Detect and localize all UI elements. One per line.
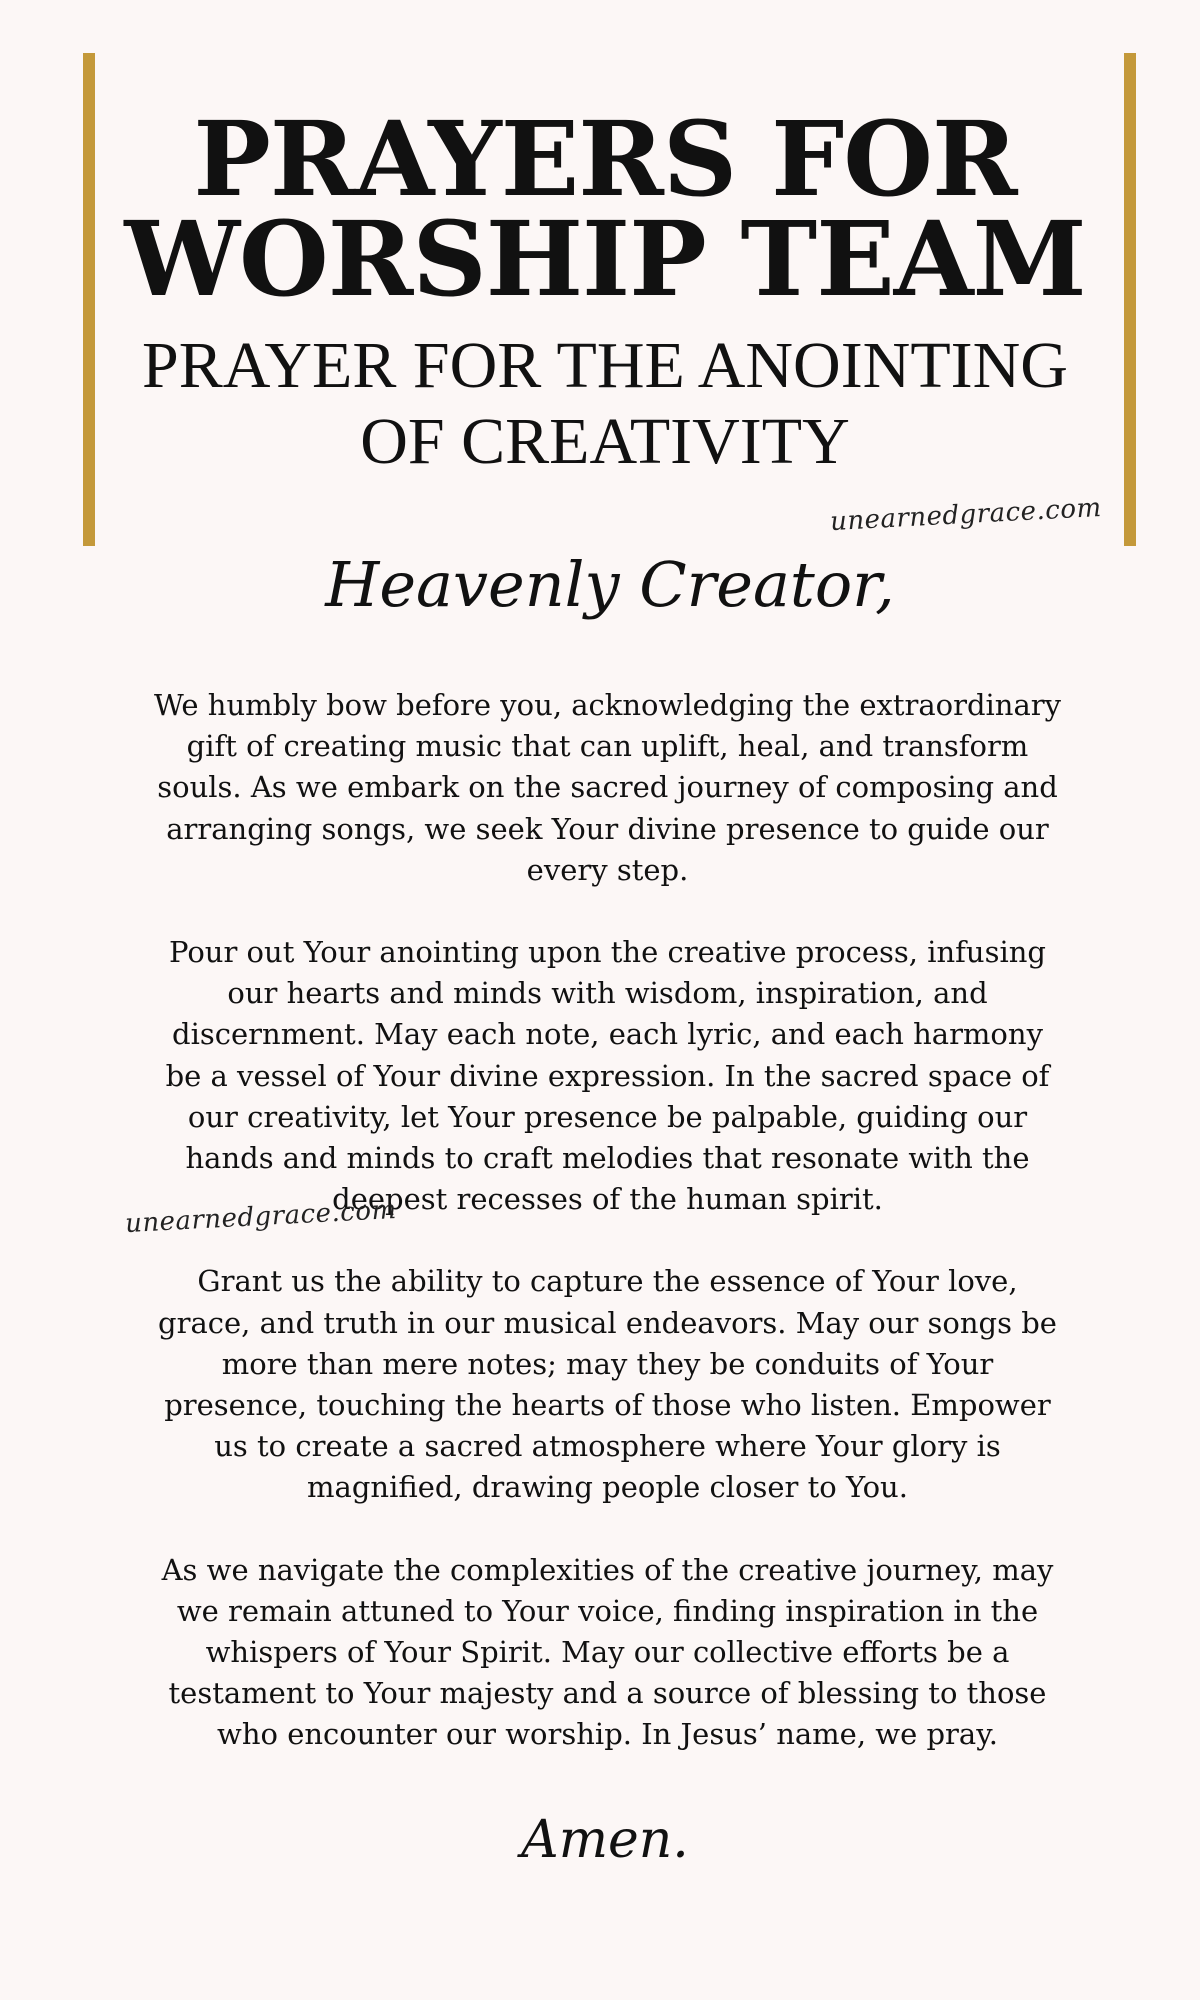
- left-accent-bar: [83, 53, 95, 546]
- watermark-middle: unearnedgrace.com: [124, 1194, 398, 1240]
- watermark-top: unearnedgrace.com: [829, 492, 1103, 538]
- prayer-paragraph-3: Grant us the ability to capture the essence of Your love, grace, and truth in our musical endeavors. May our songs be more than mere notes; may they be conduits of Your presence, touching the hearts of those who listen. Empower us to create a sacred atmosphere where Your glory is magnified, drawing people closer to You.: [158, 1264, 1057, 1505]
- prayer-subtitle: [100, 328, 1110, 480]
- subtitle-line-1: PRAYER FOR THE ANOINTING: [142, 329, 1068, 402]
- prayer-paragraph-1: We humbly bow before you, acknowledging the extraordinary gift of creating music that can uplift, heal, and transform souls. As we embark on the sacred journey of composing and arranging songs, we seek Your divine presence to guide our every step.: [153, 688, 1062, 887]
- prayer-body: [150, 685, 1065, 1797]
- right-accent-bar: [1124, 53, 1136, 546]
- subtitle-line-2: OF CREATIVITY: [360, 405, 850, 478]
- prayer-paragraph-4: As we navigate the complexities of the creative journey, may we remain attuned to Your voice, finding inspiration in the whispers of Your Spirit. May our collective efforts be a testament to Your majesty and a source of blessing to those who encounter our worship. In Jesus’ name, we pray.: [161, 1552, 1054, 1752]
- prayer-paragraph-2: Pour out Your anointing upon the creative process, infusing our hearts and minds with wisdom, inspiration, and discernment. May each note, each lyric, and each harmony be a vessel of Your divine expression. In the sacred space of our creativity, let Your presence be palpable, guiding our hands and minds to craft melodies that resonate with the deepest recesses of the human spirit.: [165, 935, 1050, 1217]
- prayer-salutation: Heavenly Creator,: [325, 548, 895, 621]
- title-line-2: WORSHIP TEAM: [124, 199, 1086, 320]
- title-line-1: PRAYERS FOR: [193, 99, 1017, 220]
- prayer-closing: Amen.: [521, 1810, 689, 1870]
- page-title: [100, 99, 1110, 320]
